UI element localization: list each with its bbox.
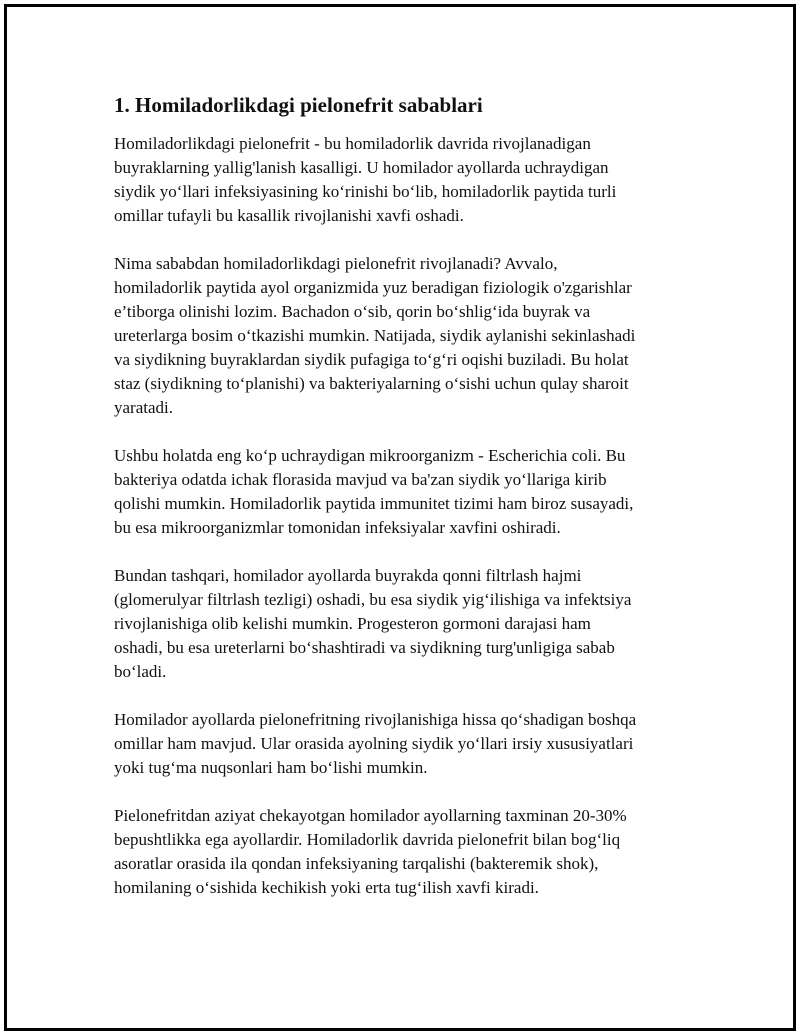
text-line: buyraklarning yallig'lanish kasalligi. U homilador ayollarda uchraydigan: [114, 158, 609, 177]
text-line: Homilador ayollarda pielonefritning rivojlanishiga hissa qo‘shadigan boshqa: [114, 710, 637, 729]
text-line: rivojlanishiga olib kelishi mumkin. Progesteron gormoni darajasi ham: [114, 614, 591, 633]
text-line: oshadi, bu esa ureterlarni bo‘shashtiradi va siydikning turg'unligiga sabab: [114, 638, 615, 657]
text-line: Ushbu holatda eng ko‘p uchraydigan mikroorganizm - Escherichia coli. Bu: [114, 446, 626, 465]
text-line: bepushtlikka ega ayollardir. Homiladorlik davrida pielonefrit bilan bog‘liq: [114, 830, 621, 849]
text-line: bakteriya odatda ichak florasida mavjud va ba'zan siydik yo‘llariga kirib: [114, 470, 607, 489]
paragraph-2: [114, 252, 694, 420]
paragraph-6: [114, 804, 694, 900]
text-line: bo‘ladi.: [114, 662, 167, 681]
text-line: (glomerulyar filtrlash tezligi) oshadi, bu esa siydik yig‘ilishiga va infektsiya: [114, 590, 632, 609]
text-line: siydik yo‘llari infeksiyasining ko‘rinishi bo‘lib, homiladorlik paytida turli: [114, 182, 617, 201]
text-line: e’tiborga olinishi lozim. Bachadon o‘sib, qorin bo‘shlig‘ida buyrak va: [114, 302, 591, 321]
text-line: homilaning o‘sishida kechikish yoki erta tug‘ilish xavfi kiradi.: [114, 878, 539, 897]
section-heading: 1. Homiladorlikdagi pielonefrit sabablari: [114, 93, 483, 117]
text-line: qolishi mumkin. Homiladorlik paytida immunitet tizimi ham biroz susayadi,: [114, 494, 634, 513]
paragraph-3: [114, 444, 694, 540]
text-line: omillar tufayli bu kasallik rivojlanishi xavfi oshadi.: [114, 206, 464, 225]
text-line: omillar ham mavjud. Ular orasida ayolning siydik yo‘llari irsiy xususiyatlari: [114, 734, 634, 753]
text-line: yaratadi.: [114, 398, 173, 417]
text-line: bu esa mikroorganizmlar tomonidan infeksiyalar xavfini oshiradi.: [114, 518, 561, 537]
text-line: Bundan tashqari, homilador ayollarda buyrakda qonni filtrlash hajmi: [114, 566, 582, 585]
text-line: Nima sababdan homiladorlikdagi pielonefrit rivojlanadi? Avvalo,: [114, 254, 558, 273]
text-line: Homiladorlikdagi pielonefrit - bu homiladorlik davrida rivojlanadigan: [114, 134, 591, 153]
text-line: va siydikning buyraklardan siydik pufagiga to‘g‘ri oqishi buziladi. Bu holat: [114, 350, 629, 369]
paragraph-1: [114, 132, 694, 228]
text-line: asoratlar orasida ila qondan infeksiyaning tarqalishi (bakteremik shok),: [114, 854, 599, 873]
text-line: homiladorlik paytida ayol organizmida yuz beradigan fiziologik o'zgarishlar: [114, 278, 632, 297]
text-line: staz (siydikning to‘planishi) va bakteriyalarning o‘sishi uchun qulay sharoit: [114, 374, 629, 393]
text-line: ureterlarga bosim o‘tkazishi mumkin. Natijada, siydik aylanishi sekinlashadi: [114, 326, 636, 345]
document-body: [114, 92, 694, 924]
text-line: Pielonefritdan aziyat chekayotgan homilador ayollarning taxminan 20-30%: [114, 806, 627, 825]
paragraph-4: [114, 564, 694, 684]
paragraph-5: [114, 708, 694, 780]
text-line: yoki tug‘ma nuqsonlari ham bo‘lishi mumkin.: [114, 758, 428, 777]
